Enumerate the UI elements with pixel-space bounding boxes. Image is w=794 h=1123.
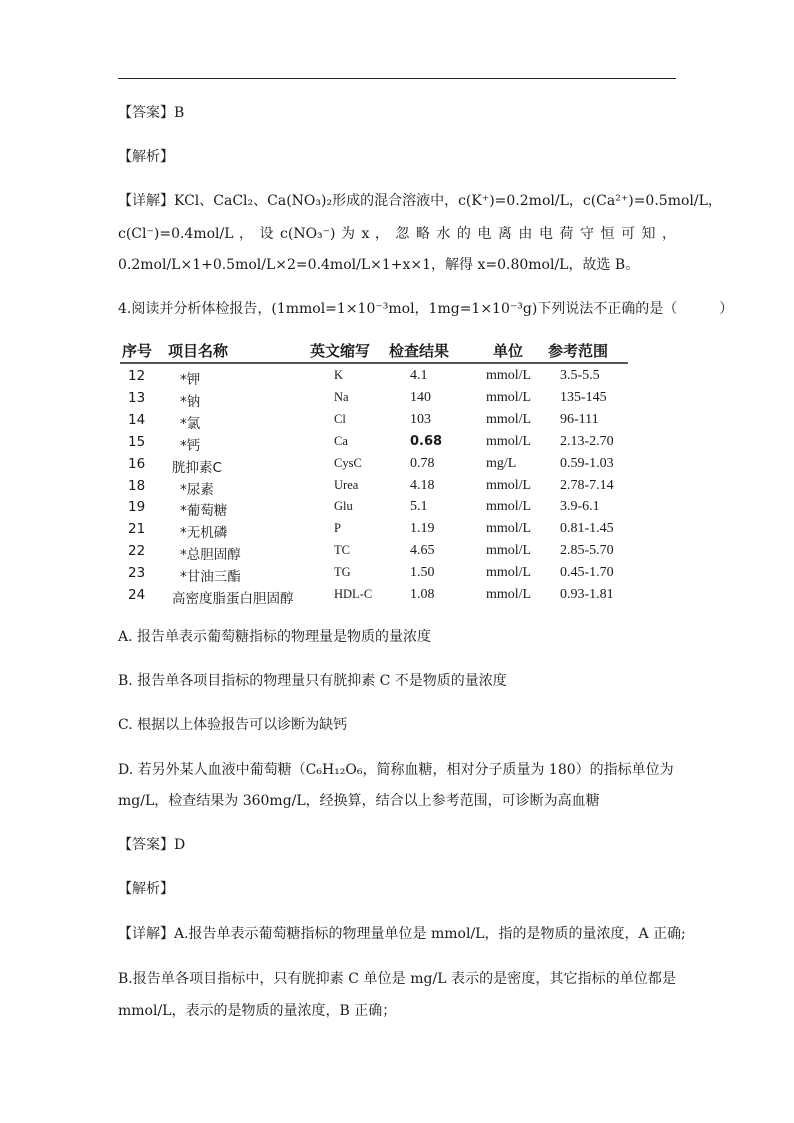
cell-unit: mmol/L xyxy=(486,543,532,559)
cell-name: *钠 xyxy=(180,393,201,410)
cell-result: 1.19 xyxy=(410,521,435,537)
cell-no: 19 xyxy=(128,499,146,516)
cell-result: 103 xyxy=(410,411,431,427)
cell-name: *钙 xyxy=(180,437,201,454)
table-row xyxy=(120,587,628,609)
cell-ref: 0.59-1.03 xyxy=(560,455,614,471)
table-header xyxy=(120,340,628,362)
cell-result: 4.65 xyxy=(410,543,435,559)
table-row xyxy=(120,412,628,434)
cell-name: *葡萄糖 xyxy=(180,503,228,520)
detail2-line1: 【详解】A.报告单表示葡萄糖指标的物理量单位是 mmol/L，指的是物质的量浓度，A 正确; xyxy=(118,926,686,942)
cell-name: *总胆固醇 xyxy=(180,547,241,564)
cell-unit: mmol/L xyxy=(486,521,532,537)
cell-abbr: HDL-C xyxy=(334,587,373,601)
cell-ref: 96-111 xyxy=(560,411,599,427)
cell-unit: mmol/L xyxy=(486,368,532,383)
cell-unit: mmol/L xyxy=(486,389,532,405)
cell-result: 0.68 xyxy=(410,433,443,449)
cell-unit: mmol/L xyxy=(486,499,532,515)
cell-ref: 3.9-6.1 xyxy=(560,499,600,515)
cell-abbr: CysC xyxy=(334,455,362,470)
cell-abbr: Cl xyxy=(334,411,346,426)
cell-ref: 2.78-7.14 xyxy=(560,477,614,493)
cell-result: 5.1 xyxy=(410,499,428,515)
cell-unit: mmol/L xyxy=(486,477,532,493)
header-ref: 参考范围 xyxy=(548,342,609,360)
header-rule xyxy=(118,78,676,79)
cell-abbr: K xyxy=(334,368,344,382)
cell-ref: 0.81-1.45 xyxy=(560,521,614,537)
cell-name: *氯 xyxy=(180,415,201,432)
detail1-line3: 0.2mol/L×1+0.5mol/L×2=0.4mol/L×1+x×1，解得 x=0.80mol/L，故选 B。 xyxy=(118,257,640,273)
cell-ref: 135-145 xyxy=(560,389,607,405)
header-unit: 单位 xyxy=(493,342,524,360)
detail1-line2: c(Cl⁻)=0.4mol/L ， 设 c(NO₃⁻) 为 x ， 忽 略 水 的 电 离 由 电 荷 守 恒 可 知 ， xyxy=(118,226,676,242)
cell-no: 23 xyxy=(128,565,146,582)
analysis-label-1: 【解析】 xyxy=(118,149,174,165)
header-name: 项目名称 xyxy=(168,342,229,360)
table-row xyxy=(120,434,628,456)
cell-unit: mg/L xyxy=(486,455,517,471)
answer-label-1: 【答案】B xyxy=(118,105,185,121)
header-abbr: 英文缩写 xyxy=(310,342,371,360)
cell-ref: 2.85-5.70 xyxy=(560,543,614,559)
cell-ref: 0.93-1.81 xyxy=(560,587,614,602)
cell-name: 高密度脂蛋白胆固醇 xyxy=(172,591,294,607)
cell-no: 15 xyxy=(128,433,146,450)
detail1-line1: 【详解】KCl、CaCl₂、Ca(NO₃)₂形成的混合溶液中，c(K⁺)=0.2mol/L，c(Ca²⁺)=0.5mol/L， xyxy=(118,193,722,209)
cell-unit: mmol/L xyxy=(486,587,532,602)
cell-abbr: P xyxy=(334,521,341,536)
cell-result: 4.18 xyxy=(410,477,435,493)
cell-no: 24 xyxy=(128,587,146,603)
cell-name: *尿素 xyxy=(180,481,214,498)
table-row xyxy=(120,478,628,500)
cell-name: *甘油三酯 xyxy=(180,569,241,586)
table-row xyxy=(120,368,628,390)
cell-result: 4.1 xyxy=(410,368,428,383)
cell-result: 1.50 xyxy=(410,565,435,581)
option-a: A. 报告单表示葡萄糖指标的物理量是物质的量浓度 xyxy=(118,629,432,645)
cell-unit: mmol/L xyxy=(486,411,532,427)
table-row xyxy=(120,565,628,587)
cell-no: 12 xyxy=(128,368,146,384)
cell-no: 14 xyxy=(128,411,146,428)
cell-no: 13 xyxy=(128,389,146,406)
answer-label-2: 【答案】D xyxy=(118,837,186,853)
option-d-line1: D. 若另外某人血液中葡萄糖（C₆H₁₂O₆，简称血糖，相对分子质量为 180）的指标单位为 xyxy=(118,762,674,778)
cell-abbr: TG xyxy=(334,565,351,580)
cell-name: *钾 xyxy=(180,372,201,388)
cell-abbr: TC xyxy=(334,543,350,558)
cell-result: 0.78 xyxy=(410,455,435,471)
detail2-line3: mmol/L，表示的是物质的量浓度，B 正确； xyxy=(118,1003,397,1019)
header-result: 检查结果 xyxy=(389,342,450,360)
table-row xyxy=(120,521,628,543)
cell-ref: 3.5-5.5 xyxy=(560,368,600,383)
cell-no: 16 xyxy=(128,455,146,472)
cell-no: 22 xyxy=(128,543,146,560)
report-table xyxy=(120,340,628,607)
option-c: C. 根据以上体验报告可以诊断为缺钙 xyxy=(118,717,348,733)
table-row xyxy=(120,456,628,478)
analysis-label-2: 【解析】 xyxy=(118,881,174,897)
cell-no: 18 xyxy=(128,477,146,494)
cell-result: 140 xyxy=(410,389,431,405)
header-no: 序号 xyxy=(122,342,153,360)
option-d-line2: mg/L，检查结果为 360mg/L，经换算，结合以上参考范围，可诊断为高血糖 xyxy=(118,793,600,809)
cell-abbr: Urea xyxy=(334,477,359,492)
detail2-line2: B.报告单各项目指标中，只有胱抑素 C 单位是 mg/L 表示的是密度，其它指标的单位都是 xyxy=(118,971,676,987)
cell-result: 1.08 xyxy=(410,587,435,602)
table-row xyxy=(120,543,628,565)
cell-name: 胱抑素C xyxy=(172,459,222,476)
cell-unit: mmol/L xyxy=(486,433,532,449)
question-4: 4.阅读并分析体检报告，(1mmol=1×10⁻³mol，1mg=1×10⁻³g)下列说法不正确的是（ ） xyxy=(118,301,734,317)
cell-no: 21 xyxy=(128,521,146,538)
cell-abbr: Na xyxy=(334,389,349,404)
cell-name: *无机磷 xyxy=(180,525,228,542)
cell-abbr: Ca xyxy=(334,433,348,448)
cell-ref: 0.45-1.70 xyxy=(560,565,614,581)
table-row xyxy=(120,390,628,412)
cell-abbr: Glu xyxy=(334,499,353,514)
option-b: B. 报告单各项目指标的物理量只有胱抑素 C 不是物质的量浓度 xyxy=(118,673,507,689)
table-row xyxy=(120,499,628,521)
cell-unit: mmol/L xyxy=(486,565,532,581)
cell-ref: 2.13-2.70 xyxy=(560,433,614,449)
table-header-rule xyxy=(120,362,628,364)
